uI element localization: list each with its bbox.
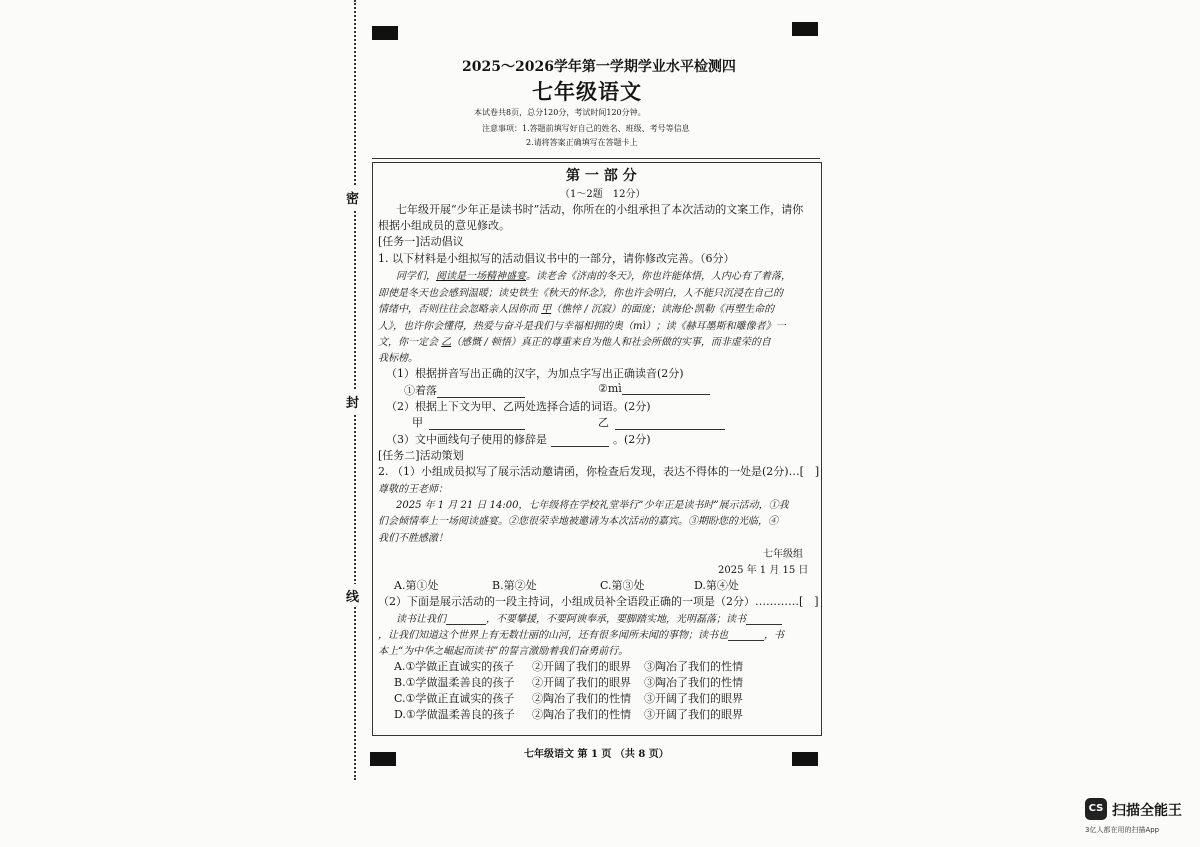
- task1-header: [任务一]活动倡议: [378, 235, 464, 248]
- passage-line-3: 情绪中，否则往往会忽略亲人因你而 甲（憔悴 / 沉寂）的面庞；读海伦·凯勒《再塑生命的: [378, 304, 775, 315]
- registration-mark: [792, 22, 818, 36]
- letter-signature: 七年级组: [763, 549, 803, 560]
- notice-line-1: 注意事项：1.答题前填写好自己的姓名、班级、考号等信息: [482, 124, 690, 133]
- choice-d-3: ③开阔了我们的眼界: [644, 708, 743, 721]
- choice-b-3: ③陶冶了我们的性情: [644, 676, 743, 689]
- choice-a-1: A.①学做正直诚实的孩子: [394, 660, 515, 673]
- choice-a-2: ②开阔了我们的眼界: [532, 660, 631, 673]
- exam-info: 本试卷共8页，总分120分，考试时间120分钟。: [474, 108, 646, 117]
- letter-line-1: 2025 年 1 月 21 日 14:00，七年级将在学校礼堂举行“少年正是读书时”展示活动，①我: [396, 500, 789, 511]
- letter-salutation: 尊敬的王老师：: [378, 484, 448, 495]
- binding-mark-feng: 封: [346, 390, 359, 413]
- notice-line-2: 2.请将答案正确填写在答题卡上: [526, 138, 638, 147]
- passage-line-1: 同学们，阅读是一场精神盛宴。读老舍《济南的冬天》，你也许能体悟，人内心有了着落，: [396, 271, 791, 282]
- registration-mark: [372, 26, 398, 40]
- watermark-app-name: 扫描全能王: [1112, 803, 1182, 819]
- question-2-stem: 2. （1）小组成员拟写了展示活动邀请函，你检查后发现，表达不得体的一处是(2分)…[ ]: [378, 465, 820, 478]
- choice-c-3: ③开阔了我们的眼界: [644, 692, 743, 705]
- sub-question-1: （1）根据拼音写出正确的汉字，为加点字写出正确读音(2分): [386, 367, 684, 380]
- header-divider: [372, 158, 820, 159]
- subject-title: 七年级语文: [532, 79, 642, 104]
- choice-b-1: B.①学做温柔善良的孩子: [394, 676, 515, 689]
- host-line-3: 本上“为中华之崛起而读书”的誓言激励着我们奋勇前行。: [378, 646, 629, 657]
- choice-c-1: C.①学做正直诚实的孩子: [394, 692, 515, 705]
- registration-mark: [370, 752, 396, 766]
- part-scope: （1～2题 12分）: [560, 189, 646, 200]
- sub-question-2: （2）根据上下文为甲、乙两处选择合适的词语。(2分): [386, 400, 651, 413]
- letter-line-3: 我们不胜感激！: [378, 533, 448, 544]
- watermark-tagline: 3亿人都在用的扫描App: [1085, 826, 1160, 834]
- intro-line-2: 根据小组成员的意见修改。: [378, 219, 510, 232]
- passage-line-5: 文，你一定会 乙（感慨 / 顿悟）真正的尊重来自为他人和社会所做的实事，而非虚荣的自: [378, 337, 771, 348]
- letter-line-2: 们会倾情奉上一场阅读盛宴。②您很荣幸地被邀请为本次活动的嘉宾。③期盼您的光临，④: [378, 516, 778, 527]
- choice-d-1: D.①学做温柔善良的孩子: [394, 708, 515, 721]
- registration-mark: [792, 752, 818, 766]
- passage-line-6: 我标榜。: [378, 353, 418, 364]
- camscanner-logo-icon: CS: [1085, 798, 1107, 820]
- underlined-sentence: 阅读是一场精神盛宴: [436, 271, 526, 282]
- letter-date: 2025 年 1 月 15 日: [718, 565, 809, 576]
- option-a: A.第①处: [394, 579, 439, 592]
- option-d: D.第④处: [694, 579, 739, 592]
- question-2-part-2-stem: （2）下面是展示活动的一段主持词，小组成员补全语段正确的一项是（2分）…………[ ]: [378, 595, 819, 608]
- option-c: C.第③处: [600, 579, 645, 592]
- binding-mark-mi: 密: [346, 186, 359, 209]
- choice-b-2: ②开阔了我们的眼界: [532, 676, 631, 689]
- binding-mark-xian: 线: [346, 584, 359, 607]
- passage-line-4: 人》，也许你会懂得，热爱与奋斗是我们与幸福相拥的奥（mì）；读《赫耳墨斯和雕像者》一: [378, 321, 786, 332]
- choice-c-2: ②陶冶了我们的性情: [532, 692, 631, 705]
- option-b: B.第②处: [492, 579, 537, 592]
- page-footer: 七年级语文 第 1 页 （共 8 页）: [524, 749, 669, 760]
- task2-header: [任务二]活动策划: [378, 449, 464, 462]
- sub-question-1-item-b: ②mì: [598, 382, 710, 395]
- answer-blank-jia: 甲: [412, 414, 525, 430]
- passage-line-2: 即使是冬天也会感到温暖；读史铁生《秋天的怀念》，你也许会明白，人不能只沉浸在自己的: [378, 288, 783, 299]
- host-line-1: 读书让我们 ，不要攀援，不要阿谀奉承，要脚踏实地，光明磊落；读书: [396, 610, 782, 625]
- sub-question-3: （3）文中画线句子使用的修辞是 。(2分): [386, 433, 651, 446]
- intro-line-1: 七年级开展“少年正是读书时”活动，你所在的小组承担了本次活动的文案工作，请你: [396, 203, 804, 216]
- exam-title: 2025～2026学年第一学期学业水平检测四: [462, 59, 736, 75]
- host-line-2: ，让我们知道这个世界上有无数壮丽的山河，还有很多闻所未闻的事物；读书也 ，书: [378, 630, 784, 641]
- part-title: 第 一 部 分: [566, 168, 637, 184]
- choice-d-2: ②陶冶了我们的性情: [532, 708, 631, 721]
- question-1-stem: 1. 以下材料是小组拟写的活动倡议书中的一部分，请你修改完善。（6分）: [378, 252, 735, 265]
- answer-blank-yi: 乙: [598, 414, 725, 430]
- choice-a-3: ③陶冶了我们的性情: [644, 660, 743, 673]
- sub-question-1-item-a: ①着落: [404, 382, 525, 398]
